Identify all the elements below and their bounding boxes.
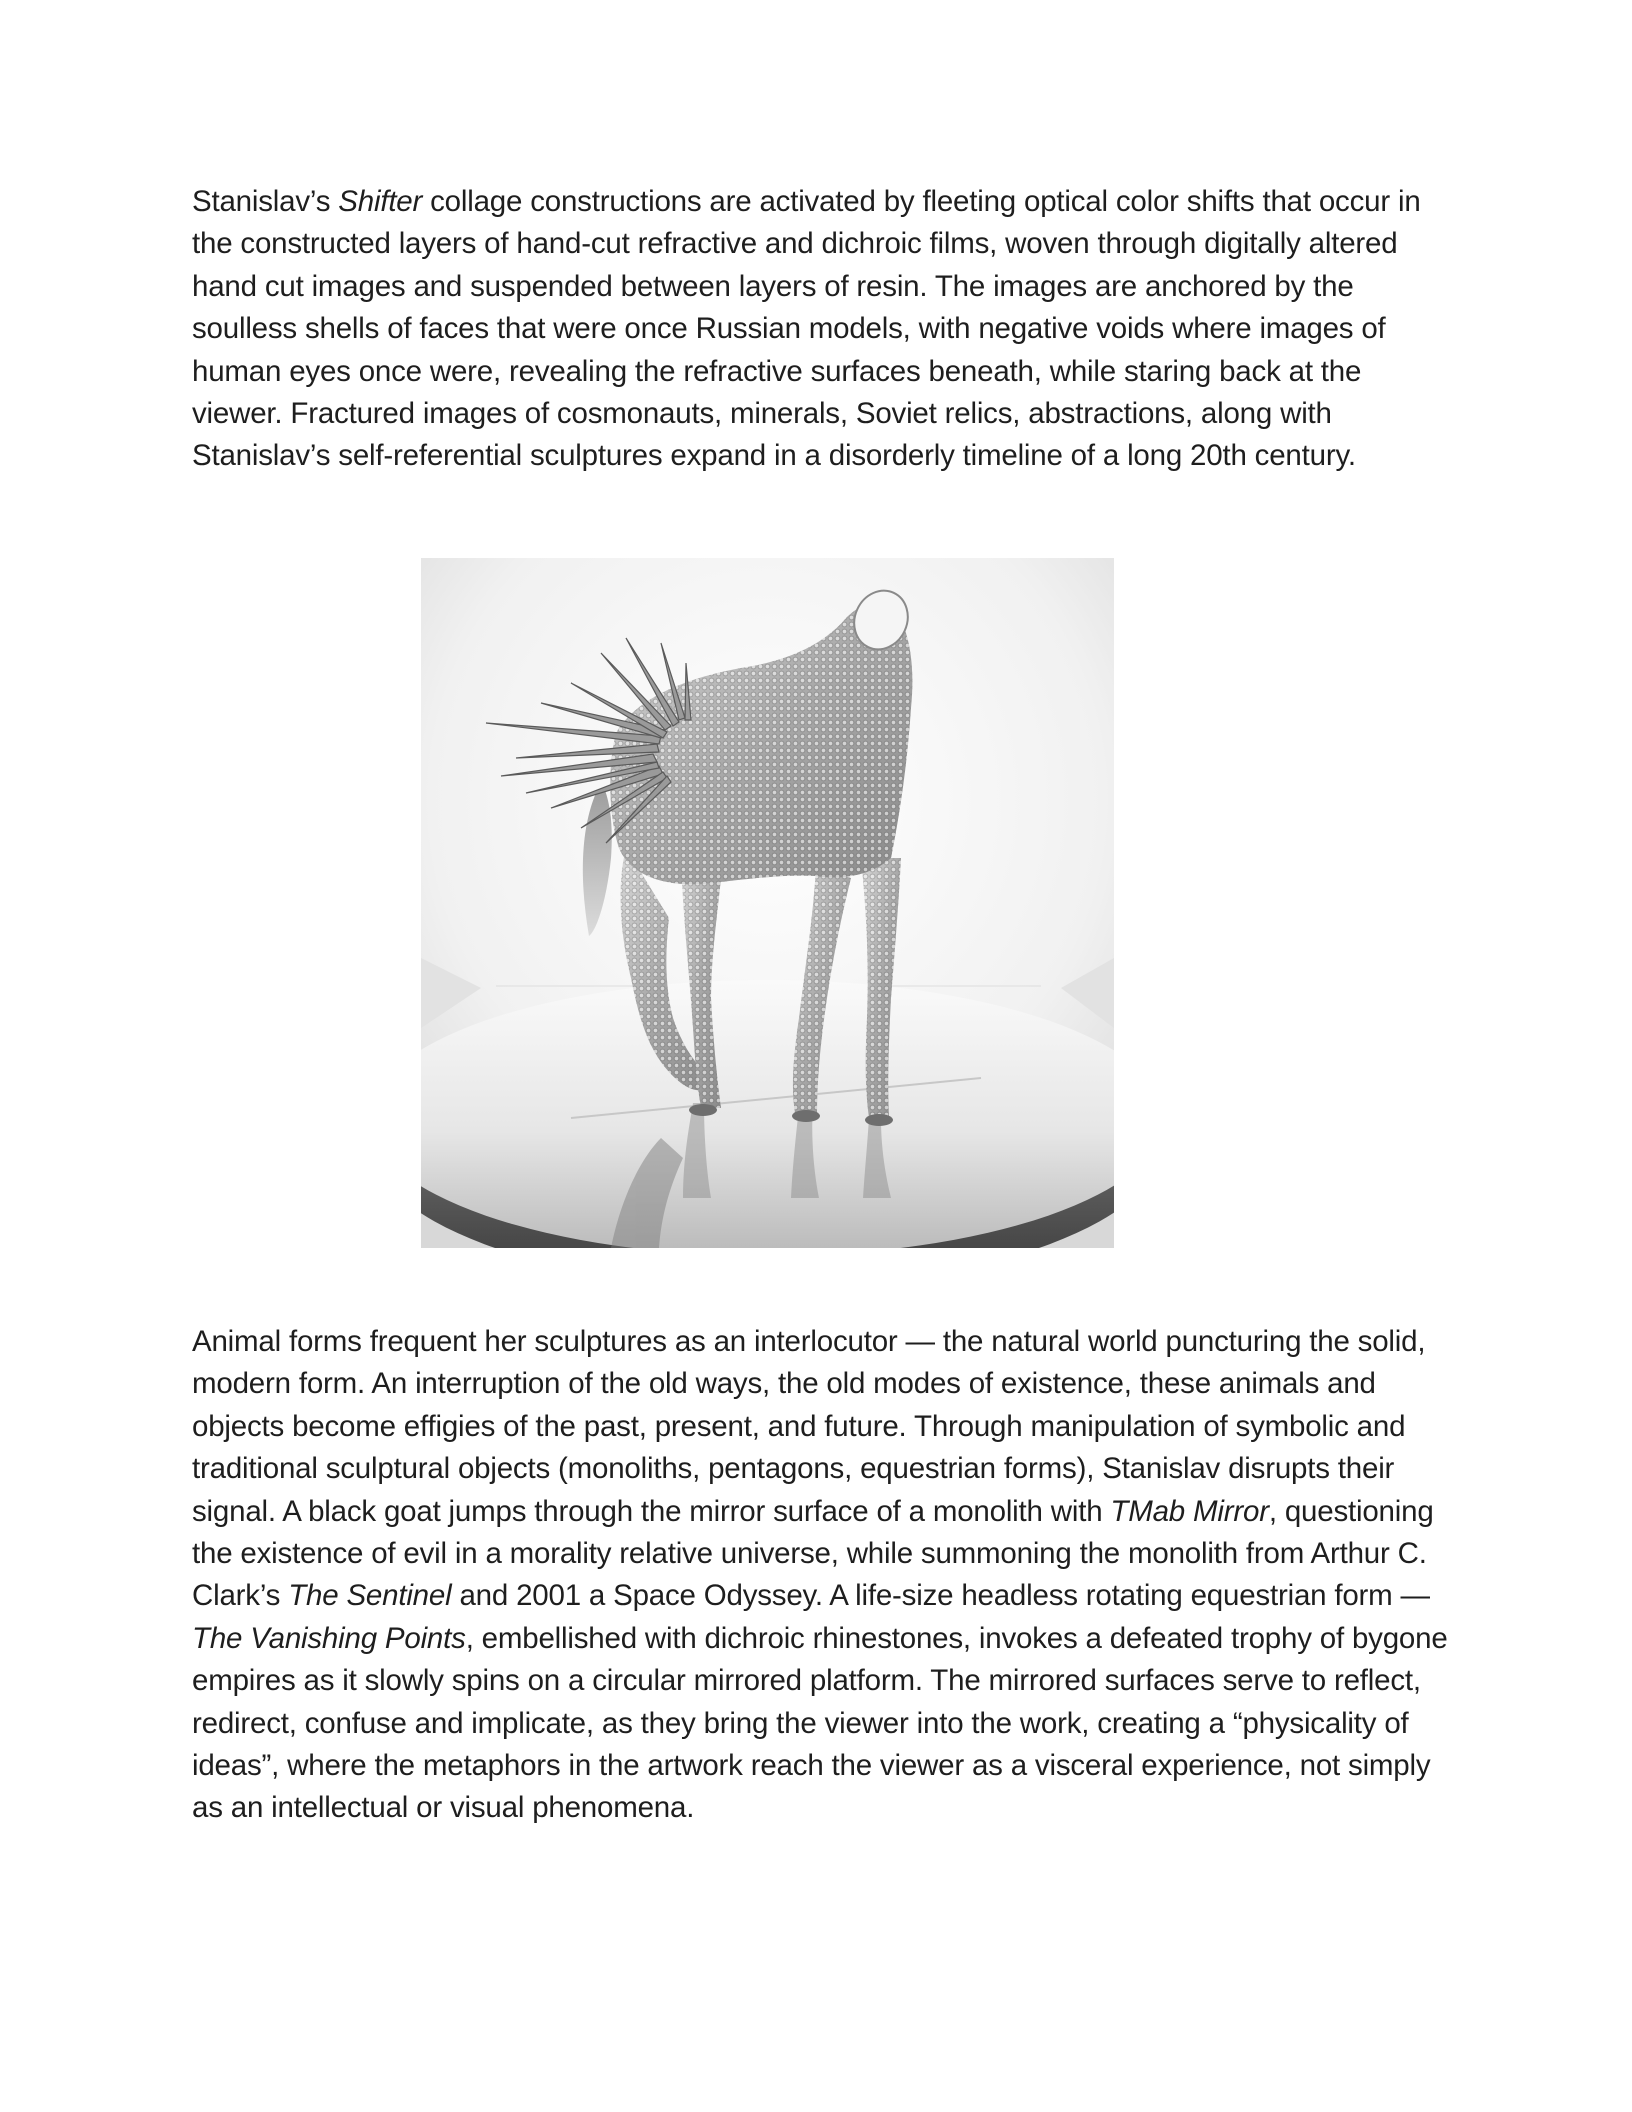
para2-text-1: Animal forms frequent her sculptures as an interlocutor — the natural world puncturing the solid, modern form. An interruption of the old ways, the old modes of existence, these animals and objects become effigies of the past, present, and future. Through manipulation of symbolic and traditional sculptural objects (monoliths, pentagons, equestrian forms), Stanislav disrupts their signal. A black goat jumps through the mirror surface of a monolith with <box>192 1325 1426 1528</box>
para2-text-4: , embellished with dichroic rhinestones, invokes a defeated trophy of bygone empires as it slowly spins on a circular mirrored platform. The mirrored surfaces serve to reflect, redirect, confuse and implicate, as they bring the viewer into the work, creating a “physicality of ideas”, where the metaphors in the artwork reach the viewer as a visceral experience, not simply as an intellectual or visual phenomena. <box>192 1621 1448 1825</box>
title-shifter: Shifter <box>338 185 423 218</box>
sculpture-photo <box>421 558 1114 1248</box>
paragraph-shifter-collages <box>192 181 1450 478</box>
headless-horse-sculpture-icon <box>421 558 1114 1248</box>
para2-text-2: , questioning the existence of evil in a morality relative universe, while summoning the monolith from Arthur C. Clark’s <box>192 1494 1434 1613</box>
title-tmab-mirror: TMab Mirror <box>1110 1494 1269 1528</box>
para1-text-2: collage constructions are activated by fleeting optical color shifts that occur in the constructed layers of hand-cut refractive and dichroic films, woven through digitally altered hand cut images and suspended between layers of resin. The images are anchored by the soulless shells of faces that were once Russian models, with negative voids where images of human eyes once were, revealing the refractive surfaces beneath, while staring back at the viewer. Fractured images of cosmonauts, minerals, Soviet relics, abstractions, along with Stanislav’s self-referential sculptures expand in a disorderly timeline of a long 20th century. <box>192 185 1421 473</box>
title-the-vanishing-points: The Vanishing Points <box>192 1621 466 1655</box>
para1-text-1: Stanislav’s <box>192 185 339 218</box>
paragraph-animal-forms <box>192 1321 1450 1830</box>
para2-text-3: and 2001 a Space Odyssey. A life-size headless rotating equestrian form — <box>451 1579 1430 1613</box>
title-the-sentinel: The Sentinel <box>288 1579 452 1613</box>
